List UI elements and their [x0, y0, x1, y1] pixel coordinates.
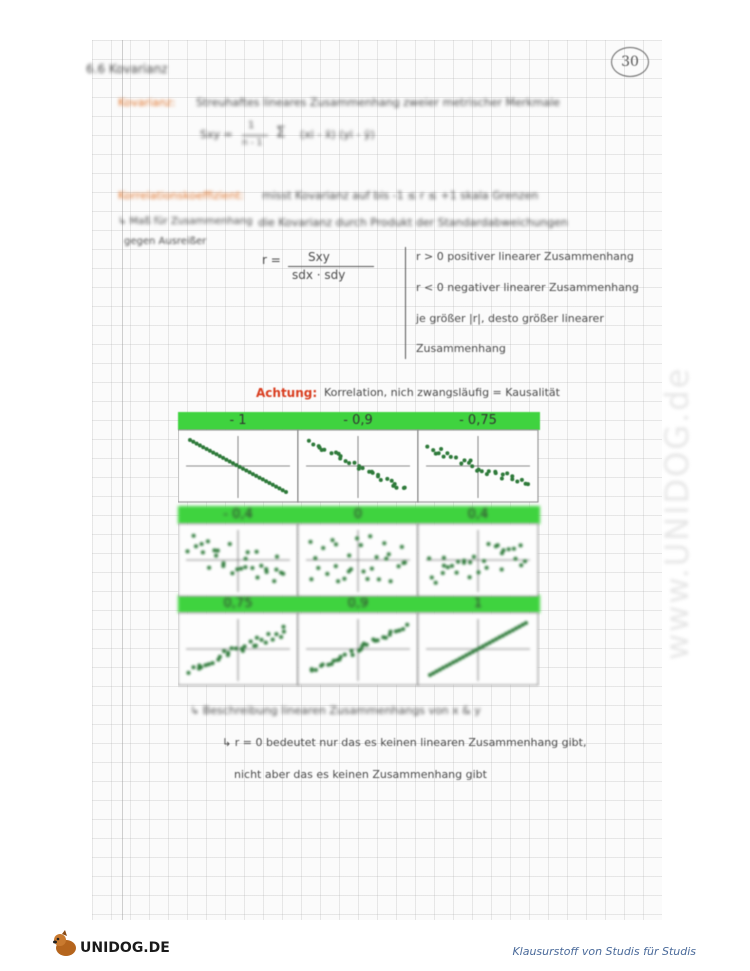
page-number-circle: 30	[611, 47, 649, 77]
footer-logo	[50, 930, 170, 960]
correlation-scatter-grid	[178, 412, 540, 692]
scatter-point	[401, 627, 405, 631]
r-formula	[262, 248, 382, 288]
scatter-point	[311, 443, 315, 447]
scatter-point	[500, 568, 504, 572]
scatter-point	[275, 555, 279, 559]
scatter-point	[343, 653, 347, 657]
scatter-point	[468, 575, 472, 579]
scatter-point	[246, 550, 250, 554]
scatter-point	[254, 644, 258, 648]
scatter-point	[234, 463, 238, 467]
scatter-point	[427, 556, 431, 560]
scatter-point	[387, 552, 391, 556]
scatter-point	[487, 469, 491, 473]
scatter-point	[462, 561, 466, 565]
scatter-point	[368, 534, 372, 538]
section-title: Kovarianz	[108, 62, 168, 76]
scatter-point	[282, 625, 286, 629]
scatter-point	[342, 577, 346, 581]
scatter-point	[259, 564, 263, 568]
scatter-point	[281, 572, 285, 576]
footer-tagline: Klausurstoff von Studis für Studis	[512, 945, 696, 958]
section-heading	[86, 62, 168, 76]
scatter-point	[463, 458, 467, 462]
scatter-point	[390, 479, 394, 483]
scatter-point	[468, 560, 472, 564]
scatter-point	[201, 445, 205, 449]
scatter-point	[456, 560, 460, 564]
note-line-3: nicht aber das es keinen Zusammenhang gibt	[234, 768, 487, 781]
scatter-point	[332, 659, 336, 663]
formula-fraction-numerator: 1	[248, 120, 255, 131]
scatter-point	[200, 542, 204, 546]
scatter-point	[307, 439, 311, 443]
scatter-point	[389, 579, 393, 583]
scatter-point	[267, 481, 271, 485]
scatter-point	[510, 474, 514, 478]
scatter-point	[389, 630, 393, 634]
scatter-point	[309, 577, 313, 581]
rule-positive: r > 0 positiver linearer Zusammenhang	[416, 250, 634, 263]
scatter-point	[274, 568, 278, 572]
r-fraction-bar	[288, 266, 374, 267]
scatter-point	[322, 448, 326, 452]
scatter-point	[222, 561, 226, 565]
section-number: 6.6	[86, 62, 106, 76]
scatter-point	[266, 632, 270, 636]
fraction-bar	[242, 135, 268, 136]
scatter-point	[359, 543, 363, 547]
scatter-point	[336, 579, 340, 583]
margin-line	[122, 40, 123, 920]
scatter-point	[357, 467, 361, 471]
scatter-point	[244, 557, 248, 561]
scatter-point	[365, 643, 369, 647]
scatter-point	[334, 542, 338, 546]
scatter-plots	[178, 412, 540, 692]
scatter-point	[321, 663, 325, 667]
scatter-point	[207, 566, 211, 570]
scatter-point	[446, 565, 450, 569]
watermark	[648, 250, 708, 670]
rule-negative: r < 0 negativer linearer Zusammenhang	[416, 281, 639, 294]
scatter-point	[355, 536, 359, 540]
scatter-point	[353, 461, 357, 465]
scatter-cell	[418, 524, 538, 596]
scatter-point	[512, 547, 516, 551]
scatter-point	[402, 486, 406, 490]
scatter-point	[279, 635, 283, 639]
scatter-cell	[178, 524, 298, 596]
scatter-point	[514, 557, 518, 561]
scatter-point	[334, 564, 338, 568]
scatter-point	[507, 547, 511, 551]
scatter-point	[385, 477, 389, 481]
scatter-point	[226, 651, 230, 655]
cell-label: - 0,4	[223, 507, 253, 522]
scatter-point	[199, 665, 203, 669]
scatter-point	[376, 638, 380, 642]
scatter-point	[316, 566, 320, 570]
korrelation-description-1: misst Kovarianz auf bis -1 ≤ r ≤ +1 skala Grenzen	[262, 189, 539, 202]
scatter-cell	[178, 613, 298, 685]
scatter-point	[394, 629, 398, 633]
scatter-point	[330, 451, 334, 455]
scatter-point	[505, 471, 509, 475]
achtung-text: Korrelation, nich zwangsläufig = Kausalität	[324, 386, 560, 399]
scatter-point	[474, 648, 478, 652]
scatter-point	[260, 638, 264, 642]
korrelation-label: Korrelationskoeffizient:	[118, 189, 245, 202]
scatter-point	[230, 646, 234, 650]
note-line-1: ↳ Beschreibung linearen Zusammenhangs von x & y	[190, 704, 481, 717]
formula-sum: Σ	[276, 123, 286, 141]
scatter-point	[441, 666, 445, 670]
scatter-point	[480, 469, 484, 473]
scatter-point	[194, 544, 198, 548]
scatter-point	[201, 550, 205, 554]
scatter-point	[371, 471, 375, 475]
scatter-point	[241, 649, 245, 653]
scatter-point	[284, 490, 288, 494]
scatter-point	[371, 638, 375, 642]
scatter-point	[309, 540, 313, 544]
scatter-point	[347, 554, 351, 558]
scatter-point	[339, 655, 343, 659]
scatter-point	[439, 447, 443, 451]
scatter-point	[526, 482, 530, 486]
formula-fraction-denominator: n - 1	[242, 138, 263, 148]
formula-lhs: Sxy =	[200, 128, 233, 141]
cell-label: 0,9	[347, 596, 369, 611]
scatter-point	[366, 577, 370, 581]
scatter-point	[192, 534, 196, 538]
scatter-point	[477, 570, 481, 574]
scatter-point	[472, 555, 476, 559]
scatter-point	[310, 667, 314, 671]
scatter-point	[442, 556, 446, 560]
scatter-point	[274, 632, 278, 636]
scatter-point	[362, 570, 366, 574]
scatter-point	[379, 478, 383, 482]
scatter-point	[250, 566, 254, 570]
scatter-point	[434, 581, 438, 585]
scatter-point	[222, 649, 226, 653]
logo-text: UNIDOG.DE	[80, 940, 170, 956]
scatter-point	[519, 543, 523, 547]
scatter-point	[282, 630, 286, 634]
scatter-point	[338, 457, 342, 461]
r-denominator: sdx · sdy	[292, 268, 346, 282]
scatter-point	[469, 459, 473, 463]
scatter-point	[445, 451, 449, 455]
kovarianz-description: Streuhaftes lineares Zusammenhang zweier metrischer Merkmale	[196, 96, 560, 109]
scatter-point	[370, 567, 374, 571]
scatter-point	[454, 456, 458, 460]
scatter-point	[397, 629, 401, 633]
scatter-point	[351, 653, 355, 657]
scatter-cell	[298, 524, 418, 596]
scatter-point	[349, 567, 353, 571]
scatter-point	[487, 542, 491, 546]
r-numerator: Sxy	[308, 250, 330, 264]
scatter-point	[520, 478, 524, 482]
scatter-point	[243, 565, 247, 569]
scatter-point	[230, 571, 234, 575]
scatter-point	[524, 621, 528, 625]
scatter-point	[375, 555, 379, 559]
scatter-point	[437, 451, 441, 455]
scatter-point	[405, 623, 409, 627]
scatter-point	[501, 473, 505, 477]
watermark-text: www.UNIDOG.de	[658, 366, 696, 660]
scatter-point	[239, 567, 243, 571]
scatter-point	[450, 564, 454, 568]
scatter-point	[382, 541, 386, 545]
scatter-point	[500, 477, 504, 481]
scatter-point	[192, 665, 196, 669]
scatter-point	[376, 473, 380, 477]
dog-logo-icon	[50, 930, 170, 960]
cell-label: - 0,9	[343, 413, 373, 428]
scatter-point	[496, 543, 500, 547]
scatter-cell	[418, 613, 538, 685]
scatter-point	[507, 630, 511, 634]
achtung-label: Achtung:	[256, 386, 318, 400]
scatter-point	[395, 486, 399, 490]
scatter-point	[272, 579, 276, 583]
scatter-point	[186, 549, 190, 553]
scatter-point	[206, 539, 210, 543]
cell-label: 0,75	[223, 596, 253, 611]
cell-label: - 0,75	[459, 413, 497, 428]
cell-label: 0,4	[467, 507, 489, 522]
scatter-point	[255, 636, 259, 640]
cell-label: 0	[353, 507, 363, 522]
scatter-point	[314, 668, 318, 672]
korrelation-side-note: gegen Ausreißer	[124, 236, 207, 247]
scatter-point	[325, 572, 329, 576]
rule-magnitude: je größer |r|, desto größer linearer	[416, 312, 604, 325]
note-line-2: ↳ r = 0 bedeutet nur das es keinen linearen Zusammenhang gibt,	[222, 736, 587, 749]
scatter-point	[264, 641, 268, 645]
scatter-point	[207, 662, 211, 666]
kovarianz-label: Kovarianz:	[118, 96, 176, 109]
scatter-point	[228, 542, 232, 546]
scatter-point	[502, 548, 506, 552]
scatter-point	[442, 564, 446, 568]
rule-magnitude-cont: Zusammenhang	[416, 342, 506, 355]
scatter-point	[397, 564, 401, 568]
scatter-point	[350, 649, 354, 653]
scatter-cell	[298, 613, 418, 685]
scatter-point	[442, 455, 446, 459]
scatter-point	[216, 549, 220, 553]
scatter-point	[431, 448, 435, 452]
scatter-point	[515, 480, 519, 484]
scatter-point	[214, 554, 218, 558]
scatter-point	[265, 570, 269, 574]
scatter-point	[449, 455, 453, 459]
scatter-point	[344, 459, 348, 463]
scatter-point	[485, 566, 489, 570]
scatter-point	[455, 571, 459, 575]
korrelation-note-label: ↳ Maß für Zusammenhang	[118, 216, 253, 227]
scatter-point	[212, 548, 216, 552]
cell-label: - 1	[229, 413, 247, 428]
kovarianz-formula	[200, 118, 420, 158]
scatter-point	[482, 559, 486, 563]
scatter-point	[470, 464, 474, 468]
scatter-point	[381, 635, 385, 639]
scatter-point	[519, 563, 523, 567]
scatter-point	[430, 576, 434, 580]
scatter-cell	[298, 430, 418, 502]
scatter-point	[441, 571, 445, 575]
scatter-point	[243, 644, 247, 648]
scatter-cell	[178, 430, 298, 502]
scatter-point	[384, 557, 388, 561]
scatter-point	[234, 647, 238, 651]
scatter-point	[425, 445, 429, 449]
scatter-cell	[418, 430, 538, 502]
scatter-point	[321, 546, 325, 550]
scatter-point	[313, 556, 317, 560]
scatter-point	[475, 469, 479, 473]
scatter-point	[218, 655, 222, 659]
scatter-point	[494, 471, 498, 475]
scatter-point	[331, 538, 335, 542]
scatter-point	[402, 561, 406, 565]
scatter-point	[523, 559, 527, 563]
formula-rhs: (xi - x̄) (yi - ȳ)	[300, 128, 375, 141]
scatter-point	[255, 550, 259, 554]
rules-bracket	[405, 247, 406, 359]
r-lhs: r =	[262, 253, 281, 267]
scatter-point	[459, 462, 463, 466]
scatter-point	[187, 671, 191, 675]
cell-label: 1	[473, 596, 483, 611]
scatter-point	[377, 577, 381, 581]
scatter-point	[347, 461, 351, 465]
scatter-point	[235, 567, 239, 571]
scatter-point	[256, 576, 260, 580]
scatter-point	[400, 545, 404, 549]
scatter-point	[271, 638, 275, 642]
korrelation-description-2: die Kovarianz durch Produkt der Standardabweichungen	[258, 216, 568, 229]
scatter-point	[361, 466, 365, 470]
scatter-point	[249, 640, 253, 644]
scatter-point	[211, 661, 215, 665]
